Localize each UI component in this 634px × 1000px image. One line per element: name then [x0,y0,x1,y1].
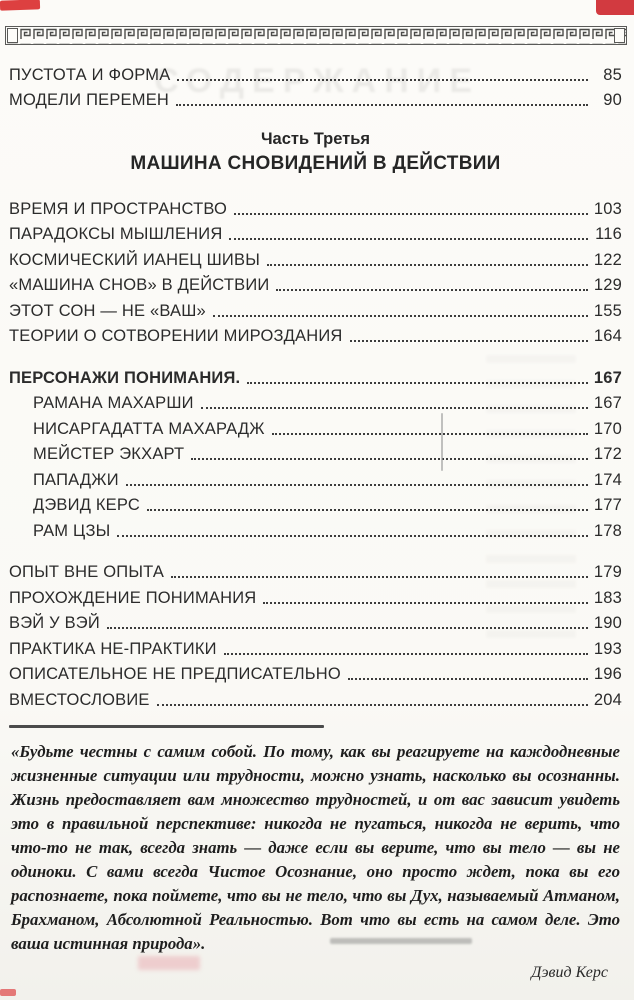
toc-entry [9,85,622,111]
toc-entry-page: 129 [593,276,622,294]
dot-leader [229,238,588,240]
toc-entry-page: 164 [593,327,622,345]
toc-entry-label: РАМАНА МАХАРШИ [33,394,194,412]
toc-entry-page: 190 [593,614,622,632]
toc-entry-label: ПАРАДОКСЫ МЫШЛЕНИЯ [9,225,223,243]
toc-entry-page: 167 [593,368,622,387]
bleedthrough-title: СОДЕРЖАНИЕ [154,62,480,100]
red-corner-mark-top-left [0,0,40,11]
toc-entry [9,321,622,347]
toc-entry-page: 177 [593,496,622,514]
dot-leader [276,289,588,291]
toc-entry-label: МЕЙСТЕР ЭКХАРТ [33,445,185,463]
toc-entry [9,582,622,608]
toc-entry-page: 90 [603,91,622,109]
toc-entry-page: 103 [593,199,622,218]
dot-leader [350,340,588,342]
part-title: МАШИНА СНОВИДЕНИЙ В ДЕЙСТВИИ [130,153,501,174]
dot-leader [126,484,588,486]
toc-entry [9,633,622,659]
toc-entry-page: 172 [593,445,622,463]
section-divider [9,725,324,728]
toc-entry-label: ПРАКТИКА НЕ-ПРАКТИКИ [9,639,217,658]
dot-leader [267,264,588,266]
dot-leader [272,433,588,435]
toc-entry-page: 179 [593,563,622,581]
toc-entry-label: ВЭЙ У ВЭЙ [9,614,100,632]
table-of-contents [0,45,634,982]
toc-entry-label: ПРОХОЖДЕНИЕ ПОНИМАНИЯ [9,588,257,607]
toc-subentry [9,490,622,516]
toc-entry-label: РАМ ЦЗЫ [33,521,111,540]
part-heading [9,130,622,175]
toc-entry-label: ПЕРСОНАЖИ ПОНИМАНИЯ. [9,368,241,387]
toc-entry-page: 204 [593,690,622,709]
toc-entry-label: ТЕОРИИ О СОТВОРЕНИИ МИРОЗДАНИЯ [9,327,343,345]
toc-entry-page: 122 [593,250,622,269]
toc-entry-page: 155 [593,301,622,320]
dot-leader [176,104,588,106]
toc-entry-page: 85 [603,65,622,84]
vertical-line-artifact [441,413,443,471]
dot-leader [191,458,588,460]
toc-entry-page: 116 [595,225,622,243]
dot-leader [107,627,588,629]
dot-leader [157,704,588,706]
greek-key-border [5,26,627,45]
toc-entry-page: 170 [593,419,622,438]
dot-leader [147,509,588,511]
toc-entry-page: 196 [593,665,622,683]
toc-entry-label: ОПЫТ ВНЕ ОПЫТА [9,563,165,581]
toc-entry-page: 193 [593,639,622,658]
toc-entry-label: НИСАРГАДАТТА МАХАРАДЖ [33,419,265,438]
toc-entry-label: ПАПАДЖИ [33,470,119,489]
toc-subentry [9,464,622,490]
toc-entry [9,244,622,270]
dot-leader [117,535,588,537]
dot-leader [201,407,588,409]
toc-entry-label: ДЭВИД КЕРС [33,496,141,514]
toc-entry [9,557,622,583]
toc-entry [9,684,622,710]
toc-entry-page: 167 [593,394,622,412]
toc-entry-label: «МАШИНА СНОВ» В ДЕЙСТВИИ [9,276,270,294]
toc-entry-label: ЭТОТ СОН — НЕ «ВАШ» [9,301,206,320]
toc-entry-label: КОСМИЧЕСКИЙ ИАНЕЦ ШИВЫ [9,250,260,269]
toc-subentry [9,439,622,465]
toc-section-entry [9,362,622,388]
part-kicker: Часть Третья [260,130,371,148]
toc-subentry [9,388,622,414]
toc-entry-label: ПУСТОТА И ФОРМА [9,65,171,84]
dot-leader [171,576,588,578]
toc-entry [9,219,622,245]
toc-entry [9,659,622,685]
toc-subentry [9,413,622,439]
dot-leader [348,678,588,680]
toc-entry-page: 174 [593,470,622,489]
toc-entry-page: 178 [593,521,622,540]
quote-text: «Будьте честны с самим собой. По тому, как вы реагируете на каждодневные жизненные ситуации или трудности, можно узнать, насколько вы осознанны. Жизнь предоставляет вам множество трудностей, и от вас зависит увидеть это в правильной перспективе: никогда не пугаться, никогда не верить, что что-то не так, всегда знать — даже если вы верите, что вы тело — вы не одиноки. С вами всегда Чистое Осознание, оно просто ждет, пока вы его распознаете, пока поймете, что вы не тело, что вы Дух, называемый Атманом, Брахманом, Абсолютной Реальностью. Вот что вы есть на самом деле. Это ваша истинная природа». [11,741,620,953]
dot-leader [177,79,588,81]
pink-smudge-artifact [138,956,200,970]
toc-entry-page: 183 [593,588,622,607]
toc-entry-label: ВМЕСТОСЛОВИЕ [9,690,150,709]
red-corner-mark-bottom-left [0,989,16,996]
bottom-rule-artifact [330,938,472,944]
toc-entry [9,270,622,296]
greek-key-pattern-icon [6,27,626,44]
dot-leader [213,315,588,317]
toc-entry [9,59,622,85]
toc-entry-label: МОДЕЛИ ПЕРЕМЕН [9,91,170,109]
toc-entry-label: ОПИСАТЕЛЬНОЕ НЕ ПРЕДПИСАТЕЛЬНО [9,665,341,683]
toc-entry [9,193,622,219]
dot-leader [247,382,588,384]
dot-leader [263,602,588,604]
dot-leader [224,653,588,655]
toc-subentry [9,515,622,541]
toc-entry [9,608,622,634]
toc-entry [9,295,622,321]
dot-leader [234,213,588,215]
toc-entry-label: ВРЕМЯ И ПРОСТРАНСТВО [9,199,228,218]
red-corner-mark-top-right [596,0,634,15]
quote-attribution: Дэвид Керс [531,963,608,981]
